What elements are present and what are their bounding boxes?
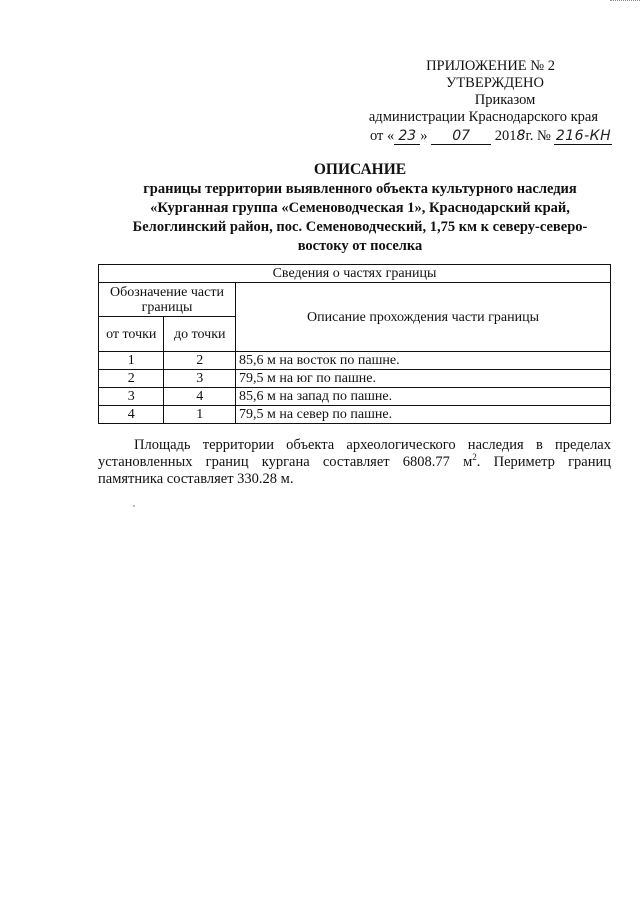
perimeter-text: . Периметр границ памятника составляет 330.28 м. <box>98 454 611 487</box>
to-point-cell: 3 <box>164 370 236 388</box>
from-point-cell: 3 <box>99 388 164 406</box>
to-point-header: до точки <box>164 317 236 352</box>
handwritten-day: 23 <box>394 129 420 145</box>
scan-speck <box>133 505 135 507</box>
table-row <box>99 370 611 388</box>
area-perimeter-paragraph <box>98 437 611 488</box>
description-cell: 79,5 м на юг по пашне. <box>236 370 611 388</box>
designation-header: Обозначение части границы <box>99 283 236 317</box>
to-point-cell: 2 <box>164 352 236 370</box>
year-printed: 201 <box>494 128 517 144</box>
description-cell: 79,5 м на север по пашне. <box>236 406 611 424</box>
area-unit-superscript: 2 <box>472 452 477 463</box>
boundary-parts-table <box>98 264 611 424</box>
title-line-3: Белоглинский район, пос. Семеноводческий, 1,75 км к северу-северо- <box>132 219 588 235</box>
handwritten-year-digit: 8 <box>516 128 526 144</box>
table-row <box>99 352 611 370</box>
order-date-line <box>370 128 620 145</box>
authority-label: администрации Краснодарского края <box>368 109 598 125</box>
table-row <box>99 406 611 424</box>
handwritten-month: 07 <box>431 129 491 145</box>
title-line-1: границы территории выявленного объекта культурного наследия <box>143 181 577 197</box>
year-suffix: г. № <box>525 128 551 144</box>
from-point-header: от точки <box>99 317 164 352</box>
date-prefix: от « <box>370 128 395 144</box>
date-quote-close: » <box>420 128 428 144</box>
scan-edge-mark <box>610 0 640 8</box>
from-point-cell: 2 <box>99 370 164 388</box>
description-header: Описание прохождения части границы <box>236 283 611 352</box>
title-line-2: «Курганная группа «Семеноводческая 1», Краснодарский край, <box>150 200 570 216</box>
description-cell: 85,6 м на восток по пашне. <box>236 352 611 370</box>
document-title <box>100 160 620 256</box>
description-cell: 85,6 м на запад по пашне. <box>236 388 611 406</box>
title-main: ОПИСАНИЕ <box>313 161 407 178</box>
table-row <box>99 388 611 406</box>
from-point-cell: 1 <box>99 352 164 370</box>
to-point-cell: 4 <box>164 388 236 406</box>
approved-label: УТВЕРЖДЕНО <box>446 75 544 91</box>
table-caption: Сведения о частях границы <box>99 265 611 283</box>
title-line-4: востоку от поселка <box>297 238 423 254</box>
to-point-cell: 1 <box>164 406 236 424</box>
area-text: Площадь территории объекта археологического наследия в пределах установленных границ кургана составляет 6808.77 м <box>98 437 611 470</box>
handwritten-order-number: 216-КН <box>555 128 612 144</box>
from-point-cell: 4 <box>99 406 164 424</box>
appendix-label: ПРИЛОЖЕНИЕ № 2 <box>426 58 555 74</box>
approval-stamp <box>350 58 600 126</box>
order-label: Приказом <box>474 92 536 108</box>
